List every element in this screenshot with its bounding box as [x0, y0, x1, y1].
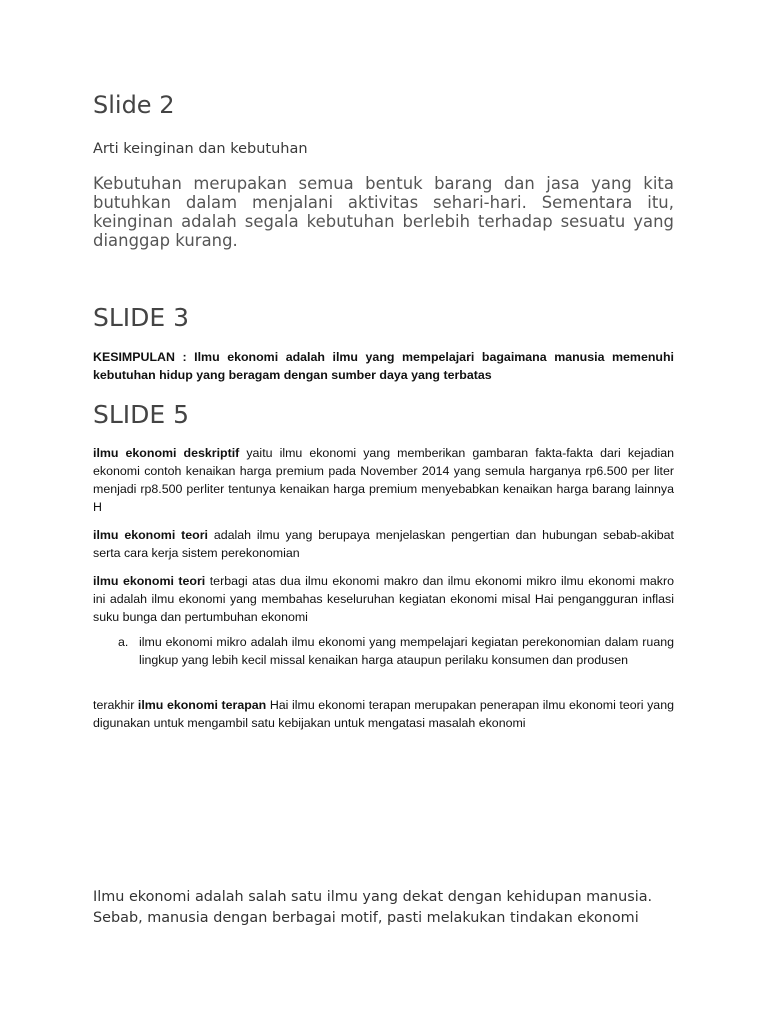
- theory-split-text: terbagi atas dua ilmu ekonomi makro dan ilmu ekonomi mikro ilmu ekonomi makro ini adalah ilmu ekonomi yang membahas keseluruhan kegiatan ekonomi misal Hai pengangguran inflasi suku bunga dan pertumbuhan ekonomi: [93, 574, 675, 624]
- applied-economics-prefix: terakhir: [93, 698, 138, 712]
- descriptive-economics-paragraph: [93, 444, 674, 516]
- slide-2-paragraph: Kebutuhan merupakan semua bentuk barang dan jasa yang kita butuhkan dalam menjalani aktivitas sehari-hari. Sementara itu, keinginan adalah segala kebutuhan berlebih terhadap sesuatu yang dianggap kurang.: [93, 174, 674, 250]
- theory-split-paragraph: [93, 572, 674, 626]
- theory-economics-paragraph: [93, 526, 674, 562]
- closing-paragraph: Ilmu ekonomi adalah salah satu ilmu yang dekat dengan kehidupan manusia. Sebab, manusia dengan berbagai motif, pasti melakukan tindakan ekonomi: [93, 889, 653, 926]
- applied-economics-text: Hai ilmu ekonomi terapan merupakan penerapan ilmu ekonomi teori yang digunakan untuk mengambil satu kebijakan untuk mengatasi masalah ekonomi: [93, 698, 674, 730]
- descriptive-economics-text: yaitu ilmu ekonomi yang memberikan gambaran fakta-fakta dari kejadian ekonomi contoh kenaikan harga premium pada November 2014 yang semula harganya rp6.500 per liter menjadi rp8.500 perliter tentunya kenaikan harga premium menyebabkan kenaikan harga barang lainnya H: [93, 446, 674, 514]
- descriptive-economics-term: ilmu ekonomi deskriptif: [93, 446, 240, 460]
- slide-2-subtitle: Arti keinginan dan kebutuhan: [93, 141, 308, 157]
- slide-5-heading: SLIDE 5: [93, 400, 190, 429]
- theory-economics-term: ilmu ekonomi teori: [93, 528, 208, 542]
- theory-split-term: ilmu ekonomi teori: [93, 574, 206, 588]
- list-item-text: ilmu ekonomi mikro adalah ilmu ekonomi yang mempelajari kegiatan perekonomian dalam ruang lingkup yang lebih kecil missal kenaikan harga ataupun perilaku konsumen dan produsen: [139, 635, 674, 667]
- conclusion-paragraph: KESIMPULAN : Ilmu ekonomi adalah ilmu yang mempelajari bagaimana manusia memenuhi kebutuhan hidup yang beragam dengan sumber daya yang terbatas: [93, 350, 674, 382]
- applied-economics-term: ilmu ekonomi terapan: [137, 698, 267, 712]
- slide-2-heading: Slide 2: [93, 91, 175, 119]
- list-marker: a.: [118, 635, 129, 649]
- theory-economics-text: adalah ilmu yang berupaya menjelaskan pengertian dan hubungan sebab-akibat serta cara kerja sistem perekonomian: [93, 528, 674, 560]
- applied-economics-paragraph: [93, 696, 674, 732]
- slide-3-heading: SLIDE 3: [93, 303, 190, 332]
